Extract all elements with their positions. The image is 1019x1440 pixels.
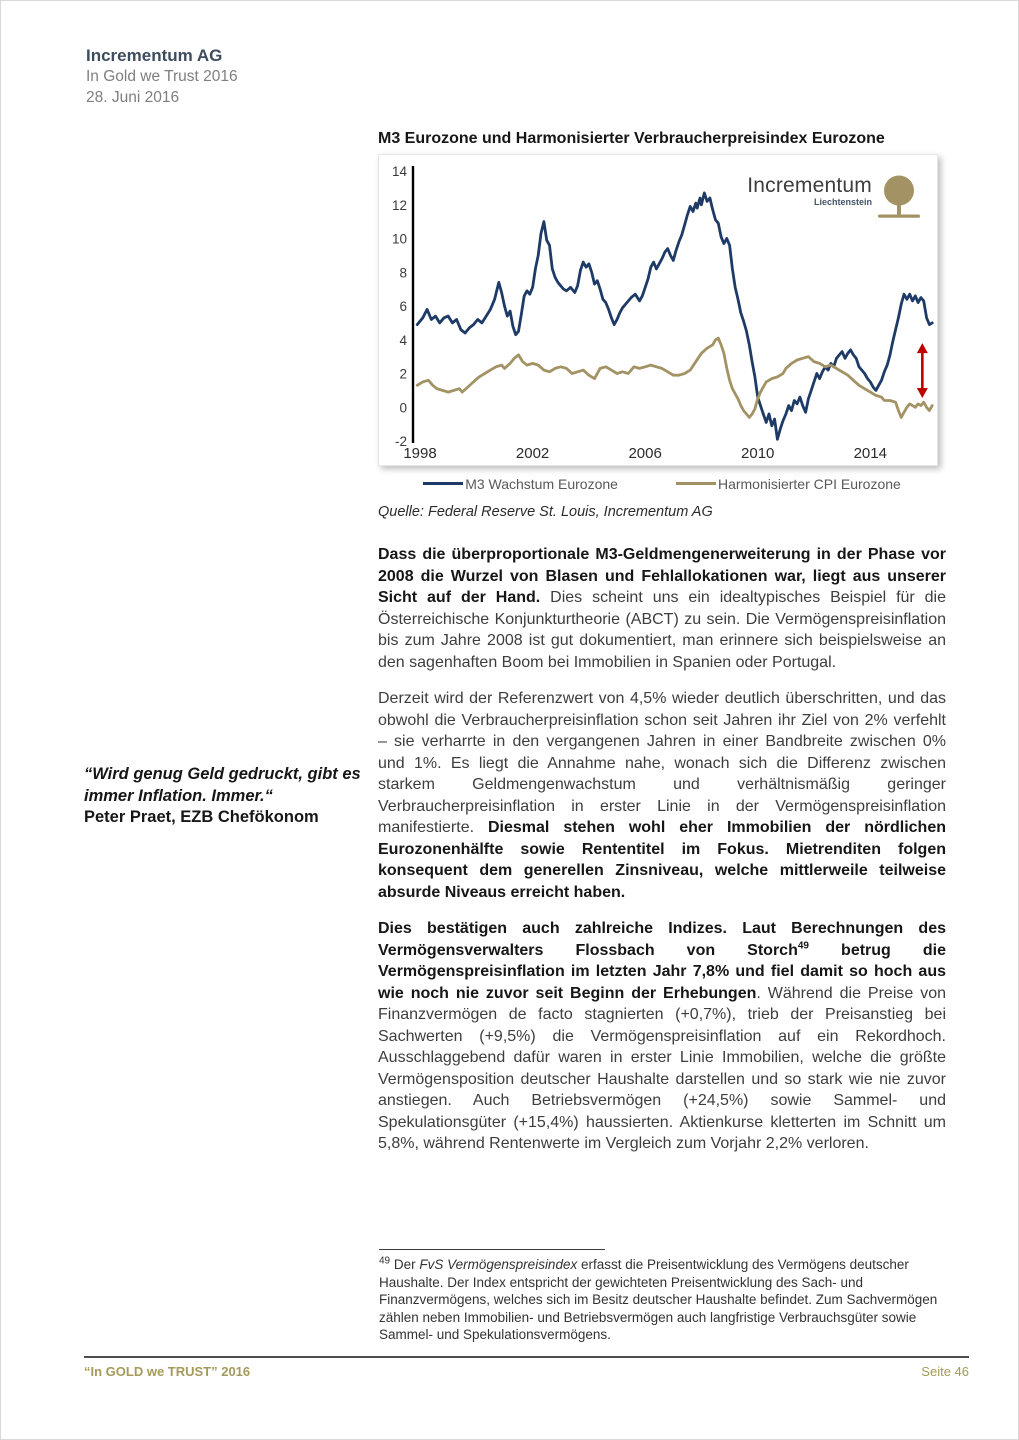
report-title: In Gold we Trust 2016 bbox=[86, 68, 238, 85]
svg-text:10: 10 bbox=[391, 231, 407, 247]
page-footer bbox=[84, 1356, 969, 1379]
body-paragraph-3: Dies bestätigen auch zahlreiche Indizes. Laut Berechnungen des Vermögensverwalters Flossbach von Storch$^{49}$ betrug die Vermögenspreisinflation im letzten Jahr 7,8% und fiel damit so hoch aus wie noch nie zuvor seit Beginn der Erhebungen. Während die Preise von Finanzvermögen de facto stagnierten (+0,7%), trieb der Preisanstieg bei Sachwerten (+9,5%) die Vermögenspreisinflation auf ein Rekordhoch. Ausschlaggebend dafür waren in erster Linie Immobilien, welche die größte Vermögensposition deutscher Haushalte darstellen und so stark wie nie zuvor anstiegen. Auch Betriebsvermögen (+24,5%) sowie Sammel- und Spekulationsgüter (+15,4%) haussierten. Aktienkurse kletterten im Schnitt um 5,8%, während Rentenwerte im Vergleich zum Vorjahr 2,2% verloren. bbox=[378, 920, 947, 1152]
svg-text:1998: 1998 bbox=[403, 445, 437, 462]
logo-location: Liechtenstein bbox=[813, 197, 872, 207]
quote-attribution: Peter Praet, EZB Chefökonom bbox=[84, 808, 319, 826]
chart-title: M3 Eurozone und Harmonisierter Verbraucherpreisindex Eurozone bbox=[378, 130, 885, 147]
legend-label-m3: M3 Wachstum Eurozone bbox=[465, 475, 618, 492]
svg-text:8: 8 bbox=[399, 265, 407, 281]
legend-item-cpi bbox=[676, 475, 901, 492]
svg-text:14: 14 bbox=[391, 164, 407, 179]
svg-text:2014: 2014 bbox=[853, 445, 887, 462]
svg-text:2006: 2006 bbox=[628, 445, 662, 462]
svg-text:2010: 2010 bbox=[741, 445, 775, 462]
page-header bbox=[86, 45, 238, 108]
quote-text: “Wird genug Geld gedruckt, gibt es immer Inflation. Immer.“ bbox=[84, 765, 361, 805]
footnote-divider bbox=[379, 1249, 605, 1250]
chart-figure bbox=[378, 154, 938, 466]
svg-text:6: 6 bbox=[399, 299, 407, 314]
company-name: Incrementum AG bbox=[86, 46, 223, 65]
body-paragraph-1: Dass die überproportionale M3-Geldmengenerweiterung in der Phase vor 2008 die Wurzel von Blasen und Fehlallokationen war, liegt aus unserer Sicht auf der Hand. Dies scheint uns ein idealtypisches Beispiel für die Österreichische Konjunkturtheorie (ABCT) zu sein. Die Vermögenspreisinflation bis zum Jahre 2008 ist gut dokumentiert, man erinnere sich beispielsweise an den sagenhaften Boom bei Immobilien in Spanien oder Portugal. bbox=[378, 546, 947, 671]
cpi-line-sample-icon bbox=[676, 482, 716, 485]
svg-text:4: 4 bbox=[399, 332, 407, 348]
logo-text bbox=[747, 175, 872, 207]
margin-quote bbox=[84, 764, 362, 829]
incrementum-logo bbox=[747, 175, 923, 221]
chart-legend bbox=[378, 475, 946, 492]
legend-label-cpi: Harmonisierter CPI Eurozone bbox=[717, 475, 901, 492]
logo-name: Incrementum bbox=[747, 174, 872, 197]
tree-icon bbox=[875, 175, 923, 221]
legend-item-m3 bbox=[423, 475, 618, 492]
footer-report-title: “In GOLD we TRUST” 2016 bbox=[84, 1364, 251, 1379]
footnote-text: $^{49}$ Der FvS Vermögenspreisindex erfasst die Preisentwicklung des Vermögens deutscher Haushalte. Der Index entspricht der gewichteten Preisentwicklung des Sach- und Finanzvermögens, welches sich im Besitz deutscher Haushalte befindet. Zum Sachvermögen zählen neben Immobilien- und Betriebsvermögen auch langfristige Verbrauchsgüter sowie Sammel- und Spekulationsvermögens. bbox=[379, 1255, 938, 1342]
footnote bbox=[379, 1249, 945, 1344]
chart-source: Quelle: Federal Reserve St. Louis, Incrementum AG bbox=[378, 504, 713, 520]
svg-text:-2: -2 bbox=[394, 434, 407, 449]
svg-text:2002: 2002 bbox=[515, 445, 550, 462]
m3-line-sample-icon bbox=[423, 482, 463, 485]
main-column bbox=[378, 129, 946, 1170]
report-date: 28. Juni 2016 bbox=[86, 89, 180, 106]
body-paragraph-2: Derzeit wird der Referenzwert von 4,5% wieder deutlich überschritten, und das obwohl die Verbraucherpreisinflation schon seit Jahren ihr Ziel von 2% verfehlt – sie verharrte in den vergangenen Jahren in einer Bandbreite zwischen 0% und 1%. Es liegt die Annahme nahe, wonach sich die Differenz zwischen starkem Geldmengenwachstum und verhältnismäßig geringer Verbraucherpreisinflation in erster Linie in der Vermögenspreisinflation manifestierte. Diesmal stehen wohl eher Immobilien der nördlichen Eurozonenhälfte sowie Rententitel im Fokus. Mietrenditen folgen konsequent dem generellen Zinsniveau, welche mittlerweile teilweise absurde Niveaus erreicht haben. bbox=[378, 690, 947, 901]
svg-text:2: 2 bbox=[399, 366, 407, 382]
footer-page-number: Seite 46 bbox=[921, 1364, 969, 1379]
svg-text:0: 0 bbox=[399, 400, 407, 416]
svg-text:12: 12 bbox=[391, 197, 407, 213]
